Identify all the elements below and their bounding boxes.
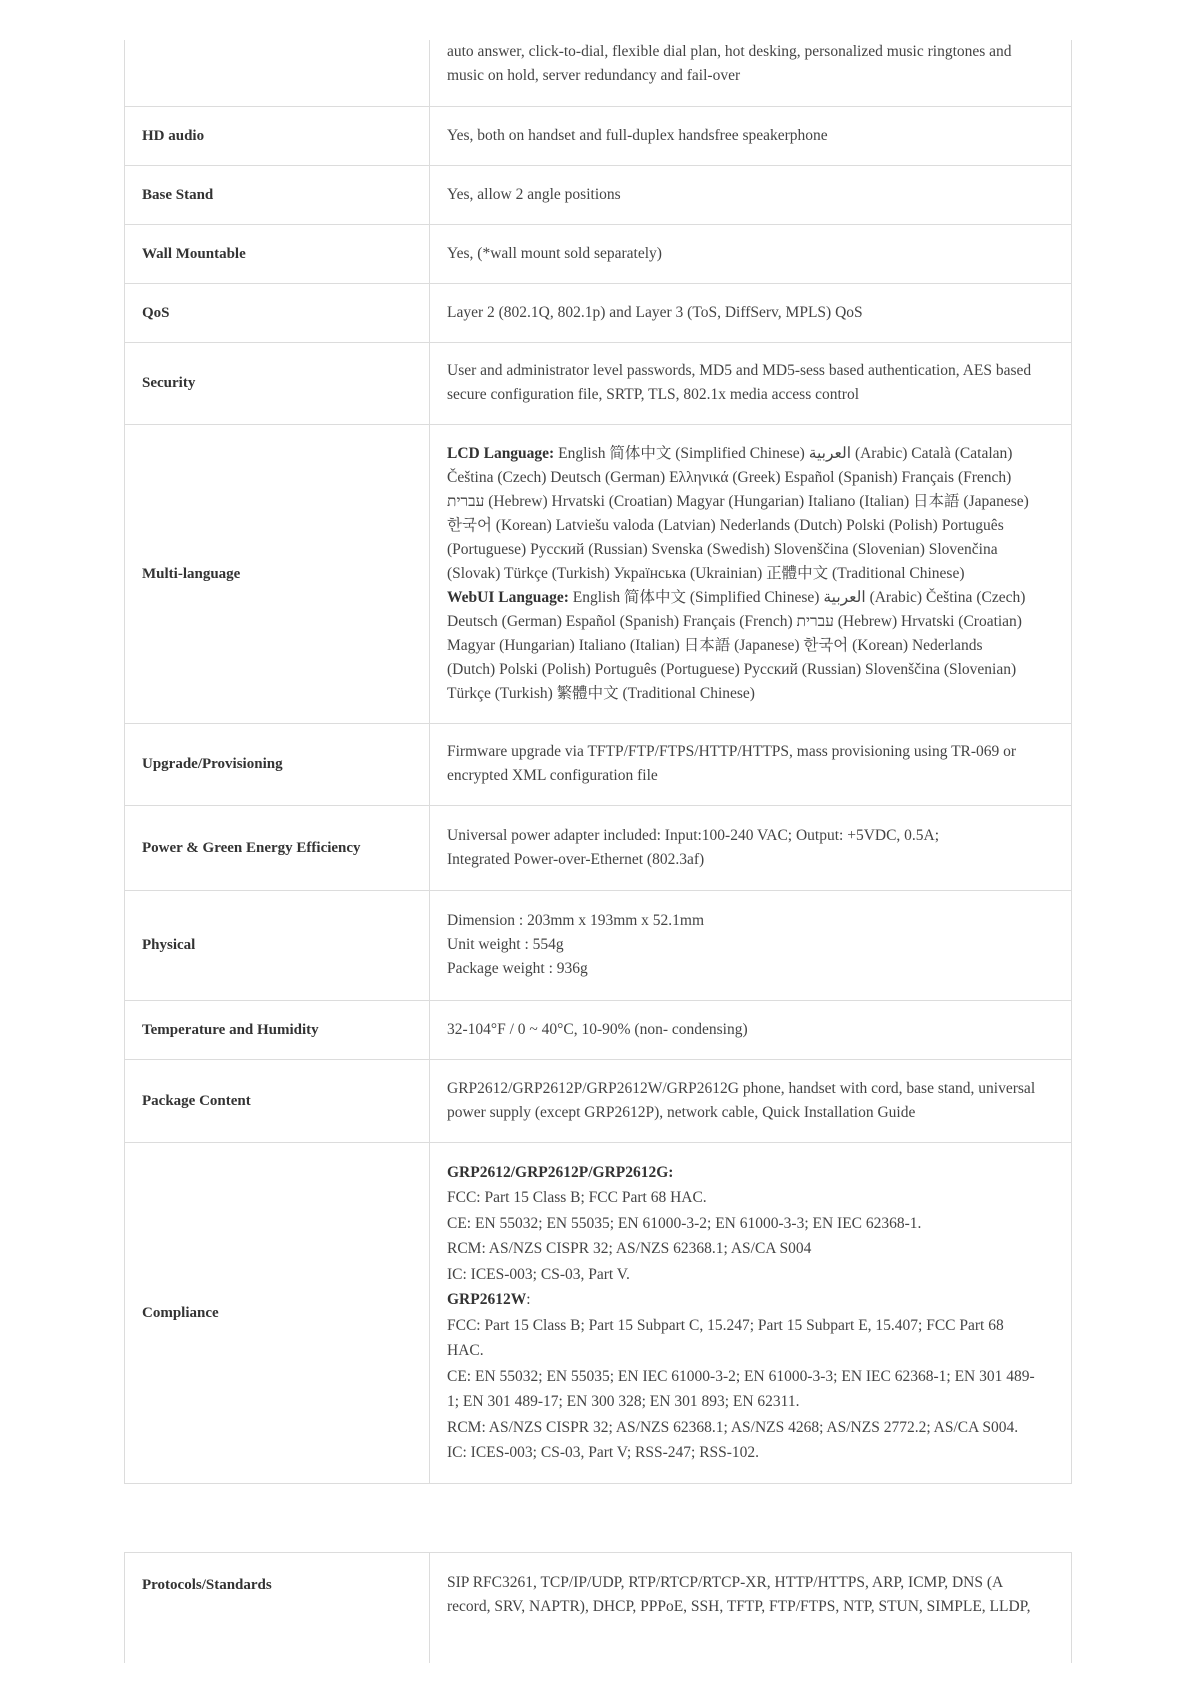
row-value: [430, 224, 1072, 283]
value-line: Türkçe (Turkish) 繁體中文 (Traditional Chinese): [447, 684, 755, 702]
value-line: User and administrator level passwords, MD5 and MD5-sess based authentication, AES based: [447, 362, 1032, 379]
row-label: HD audio: [125, 106, 430, 165]
table-row: [125, 805, 1072, 890]
row-label: Package Content: [125, 1059, 430, 1142]
row-value: [430, 40, 1072, 106]
value-line: secure configuration file, SRTP, TLS, 802.1x media access control: [447, 386, 860, 403]
value-line: Package weight : 936g: [447, 960, 588, 977]
row-label: Physical: [125, 890, 430, 1000]
value-line: Yes, both on handset and full-duplex handsfree speakerphone: [447, 126, 828, 144]
value-line: HAC.: [447, 1342, 484, 1359]
value-line: SIP RFC3261, TCP/IP/UDP, RTP/RTCP/RTCP-XR, HTTP/HTTPS, ARP, ICMP, DNS (A: [447, 1574, 1004, 1591]
webui-language-heading: WebUI Language:: [447, 588, 569, 606]
heading-suffix: :: [526, 1291, 531, 1308]
row-value: [430, 1000, 1072, 1059]
value-line: [447, 442, 1054, 466]
value-line: (Dutch) Polski (Polish) Português (Portuguese) Русский (Russian) Slovenščina (Slovenian): [447, 660, 1017, 678]
value-line: GRP2612/GRP2612P/GRP2612W/GRP2612G phone, handset with cord, base stand, universal: [447, 1079, 1036, 1097]
value-line: Magyar (Hungarian) Italiano (Italian) 日本語 (Japanese) 한국어 (Korean) Nederlands: [447, 636, 983, 654]
row-label: Compliance: [125, 1142, 430, 1483]
row-value: [430, 424, 1072, 723]
value-line: 32-104°F / 0 ~ 40°C, 10-90% (non- condensing): [447, 1020, 748, 1038]
value-line: [447, 1287, 1054, 1313]
table-row: [125, 1059, 1072, 1142]
table-row: [125, 283, 1072, 342]
table-row: [125, 40, 1072, 106]
row-value: [430, 805, 1072, 890]
value-line: power supply (except GRP2612P), network cable, Quick Installation Guide: [447, 1103, 916, 1121]
row-value: [430, 723, 1072, 805]
lcd-language-heading: LCD Language:: [447, 444, 555, 462]
table-row: [125, 342, 1072, 424]
value-line: [447, 586, 1054, 610]
value-line: record, SRV, NAPTR), DHCP, PPPoE, SSH, TFTP, FTP/FTPS, NTP, STUN, SIMPLE, LLDP,: [447, 1598, 1031, 1615]
compliance-group-heading: GRP2612/GRP2612P/GRP2612G:: [447, 1163, 674, 1181]
row-value: [430, 106, 1072, 165]
compliance-group-heading: GRP2612W: [447, 1291, 527, 1308]
value-line: CE: EN 55032; EN 55035; EN IEC 61000-3-2; EN 61000-3-3; EN IEC 62368-1; EN 301 489-: [447, 1367, 1035, 1385]
value-line: 한국어 (Korean) Latviešu valoda (Latvian) Nederlands (Dutch) Polski (Polish) Português: [447, 516, 1004, 534]
value-line: עברית (Hebrew) Hrvatski (Croatian) Magyar (Hungarian) Italiano (Italian) 日本語 (Japanese): [447, 492, 1029, 510]
value-line: music on hold, server redundancy and fail-over: [447, 67, 741, 84]
value-line: (Slovak) Türkçe (Turkish) Українська (Ukrainian) 正體中文 (Traditional Chinese): [447, 564, 965, 582]
value-line: Yes, (*wall mount sold separately): [447, 244, 662, 262]
value-line: FCC: Part 15 Class B; Part 15 Subpart C, 15.247; Part 15 Subpart E, 15.407; FCC Part 68: [447, 1316, 1004, 1334]
webui-language-text: English 简体中文 (Simplified Chinese) العربية (Arabic) Čeština (Czech): [568, 588, 1026, 606]
value-line: FCC: Part 15 Class B; FCC Part 68 HAC.: [447, 1189, 707, 1206]
value-line: Layer 2 (802.1Q, 802.1p) and Layer 3 (ToS, DiffServ, MPLS) QoS: [447, 303, 863, 321]
value-line: Integrated Power-over-Ethernet (802.3af): [447, 850, 705, 868]
value-line: Universal power adapter included: Input:100-240 VAC; Output: +5VDC, 0.5A;: [447, 826, 940, 844]
value-line: Firmware upgrade via TFTP/FTP/FTPS/HTTP/HTTPS, mass provisioning using TR-069 or: [447, 743, 1017, 760]
table-row: [125, 165, 1072, 224]
row-value: [430, 342, 1072, 424]
row-label: Temperature and Humidity: [125, 1000, 430, 1059]
row-value: [430, 1059, 1072, 1142]
value-line: Unit weight : 554g: [447, 936, 564, 953]
row-label: Power & Green Energy Efficiency: [125, 805, 430, 890]
row-value: [430, 1553, 1072, 1663]
protocols-table: [124, 1552, 1072, 1663]
value-line: 1; EN 301 489-17; EN 300 328; EN 301 893; EN 62311.: [447, 1393, 800, 1410]
value-line: Deutsch (German) Español (Spanish) Français (French) עברית (Hebrew) Hrvatski (Croatian): [447, 612, 1022, 630]
value-line: (Portuguese) Русский (Russian) Svenska (Swedish) Slovenščina (Slovenian) Slovenčina: [447, 540, 998, 558]
row-value: [430, 1142, 1072, 1483]
value-line: CE: EN 55032; EN 55035; EN 61000-3-2; EN 61000-3-3; EN IEC 62368-1.: [447, 1214, 922, 1232]
row-label: Protocols/Standards: [125, 1553, 430, 1663]
row-label: Base Stand: [125, 165, 430, 224]
value-line: Čeština (Czech) Deutsch (German) Ελληνικά (Greek) Español (Spanish) Français (French): [447, 468, 1012, 486]
row-label: Upgrade/Provisioning: [125, 723, 430, 805]
value-line: IC: ICES-003; CS-03, Part V; RSS-247; RSS-102.: [447, 1444, 760, 1461]
row-label: [125, 40, 430, 106]
lcd-language-text: English 简体中文 (Simplified Chinese) العربية (Arabic) Català (Catalan): [554, 444, 1013, 462]
row-label: Wall Mountable: [125, 224, 430, 283]
value-line: RCM: AS/NZS CISPR 32; AS/NZS 62368.1; AS/CA S004: [447, 1240, 812, 1257]
row-label: Security: [125, 342, 430, 424]
table-row: [125, 106, 1072, 165]
value-line: Yes, allow 2 angle positions: [447, 185, 621, 203]
row-label: Multi-language: [125, 424, 430, 723]
row-value: [430, 890, 1072, 1000]
value-line: IC: ICES-003; CS-03, Part V.: [447, 1265, 630, 1283]
row-label: QoS: [125, 283, 430, 342]
table-row: [125, 224, 1072, 283]
table-row: [125, 424, 1072, 723]
spec-table: [124, 40, 1072, 1484]
table-row: [125, 1553, 1072, 1663]
value-line: Dimension : 203mm x 193mm x 52.1mm: [447, 912, 705, 929]
value-line: encrypted XML configuration file: [447, 767, 658, 784]
row-value: [430, 283, 1072, 342]
value-line: auto answer, click-to-dial, flexible dial plan, hot desking, personalized music ringtones and: [447, 43, 1012, 60]
row-value: [430, 165, 1072, 224]
table-row: [125, 890, 1072, 1000]
value-line: RCM: AS/NZS CISPR 32; AS/NZS 62368.1; AS/NZS 4268; AS/NZS 2772.2; AS/CA S004.: [447, 1418, 1019, 1436]
table-row: [125, 1000, 1072, 1059]
table-row: [125, 723, 1072, 805]
table-row: [125, 1142, 1072, 1483]
